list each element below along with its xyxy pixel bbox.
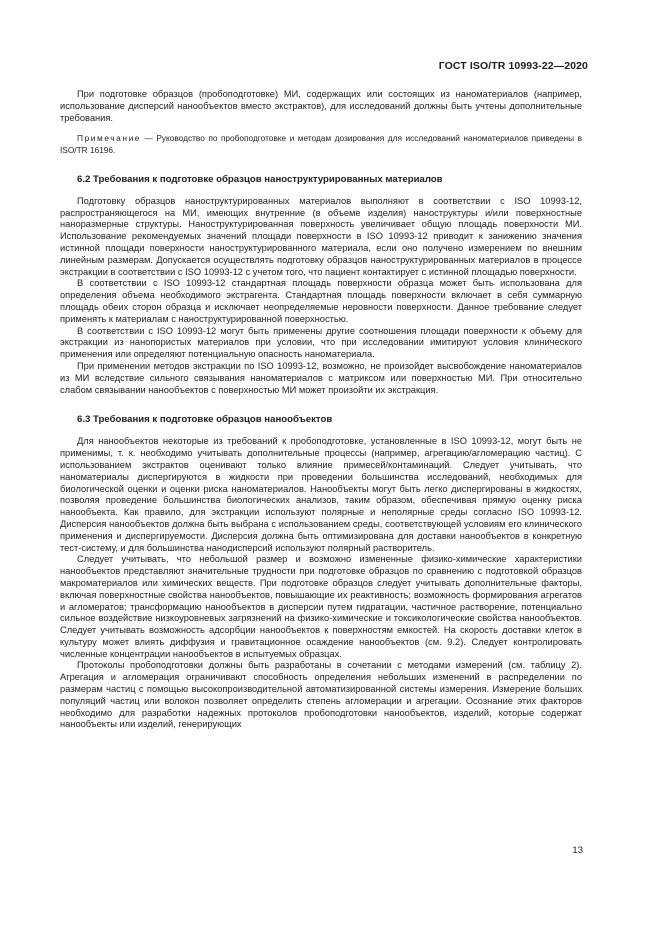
intro-paragraph: При подготовке образцов (пробоподготовке) МИ, содержащих или состоящих из наноматериалов (например, использование дисперсий нанообъектов вместо экстрактов), для исследований должны быть учтены дополнительные требования. — [60, 89, 582, 123]
section-6-2-paragraph: Подготовку образцов наноструктурированных материалов выполняют в соответствии с ISO 10993-12, распространяющегося на МИ, имеющих внутренние (в объеме изделия) наноструктуры и/или поверхностные наноразмерные структуры. Наноструктурированная поверхность увеличивает общую площадь поверхности МИ. Использование рекомендуемых значений площади поверхности в ISO 10993-12 приводит к занижению значения истинной площади поверхности наноструктурированного материала, если оно получено измерением по внешним линейным размерам. Допускается осуществлять подготовку образцов наноструктурированных материалов в процессе экстракции в соответствии с ISO 10993-12 с учетом того, что пациент контактирует с истинной площадью поверхности. — [60, 195, 582, 277]
section-6-3-paragraph: Для нанообъектов некоторые из требований к пробоподготовке, установленные в ISO 10993-12, могут быть не применимы, т. к. необходимо учитывать дополнительные процессы (например, агрегацию/агломерацию частиц). С использованием экстрактов оценивают только влияние примесей/контаминаций. Следует учитывать, что наноматериалы диспергируются в жидкости при проведении большинства исследований, необходимых для биологической оценки и оценки риска наноматериалов. Нанообъекты могут быть легко диспергированы в жидкостях, позволяя проведение большинства биологических анализов, таким образом, обеспечивая прямую оценку риска нанообъекта. Как правило, для экстракции используют полярные и неполярные среды согласно ISO 10993-12. Дисперсия нанообъектов должна быть выбрана с использованием среды, соответствующей условиям его клинического применения и диспергируемости. Дисперсия должна быть оптимизирована для доставки нанообъектов в конкретную тест-систему, и для большинства нанодисперсий используют полярный растворитель. — [60, 436, 582, 553]
section-6-2-paragraph: В соответствии с ISO 10993-12 стандартная площадь поверхности образца может быть использована для определения объема необходимого экстрагента. Стандартная площадь поверхности включает в себя суммарную площадь обеих сторон образца и исключает неопределяемые неровности поверхности. Данное требование следует применять к материалам с наноструктурированной поверхностью. — [60, 278, 582, 324]
section-6-3-paragraph: Протоколы пробоподготовки должны быть разработаны в сочетании с методами измерений (см. таблицу 2). Агрегация и агломерация ограничивают способность определения небольших изменений в распределении по размерам частиц с помощью высокопроизводительной автоматизированной системы измерения. Измерение больших популяций частиц или волокон позволяет определить степень агломерации и агрегации. Осознание этих факторов необходимо для разработки надежных протоколов пробоподготовки нанообъектов, изделий, которые содержат нанообъекты или изделий, генерирующих — [60, 660, 582, 730]
section-6-2-paragraph: В соответствии с ISO 10993-12 могут быть применены другие соотношения площади поверхности к объему для экстракции из нанопористых материалов при условии, что при исследовании имитируют условия клинического применения или определяют потенциальную опасность наноматериала. — [60, 325, 582, 360]
page-content — [60, 89, 582, 731]
section-6-3-heading: 6.3 Требования к подготовке образцов нанообъектов — [77, 414, 333, 426]
page-number: 13 — [572, 845, 583, 856]
note-text: — Руководство по пробоподготовке и методам дозирования для исследований наноматериалов приведены в ISO/TR 16196. — [60, 133, 582, 155]
section-6-2-paragraph: При применении методов экстракции по ISO 10993-12, возможно, не произойдет высвобождение наноматериалов из МИ вследствие сильного связывания наноматериалов с матриксом или поверхностью МИ. При относительно слабом связывании нанообъектов с поверхностью МИ может произойти их экстракция. — [60, 360, 582, 395]
section-6-3-paragraph: Следует учитывать, что небольшой размер и возможно измененные физико-химические характеристики нанообъектов представляют значительные трудности при подготовке образцов по сравнению с подготовкой образцов макроматериалов или химических веществ. При подготовке образцов следует учитывать дополнительные факторы, включая поверхностные свойства нанообъектов, повышающие их реактивность; возможность формирования агрегатов и агломератов; трансформацию нанообъектов в дисперсии путем гидратации, частичное растворение, потенциально сильное воздействие низкоуровневых загрязнений на физико-химические и токсикологические свойства нанообъектов. Следует учитывать возможность адсорбции нанообъектов к поверхностям емкостей. На скорость доставки клеток в культуру может влиять диффузия и гравитационное осаждение нанообъектов (см. 9.2). Следует контролировать численные концентрации нанообъектов в испытуемых образцах. — [60, 554, 582, 659]
document-code: ГОСТ ISO/TR 10993-22—2020 — [438, 60, 588, 72]
note — [60, 133, 582, 155]
note-label: Примечание — [77, 133, 142, 144]
section-6-2-heading: 6.2 Требования к подготовке образцов наноструктурированных материалов — [77, 173, 443, 185]
